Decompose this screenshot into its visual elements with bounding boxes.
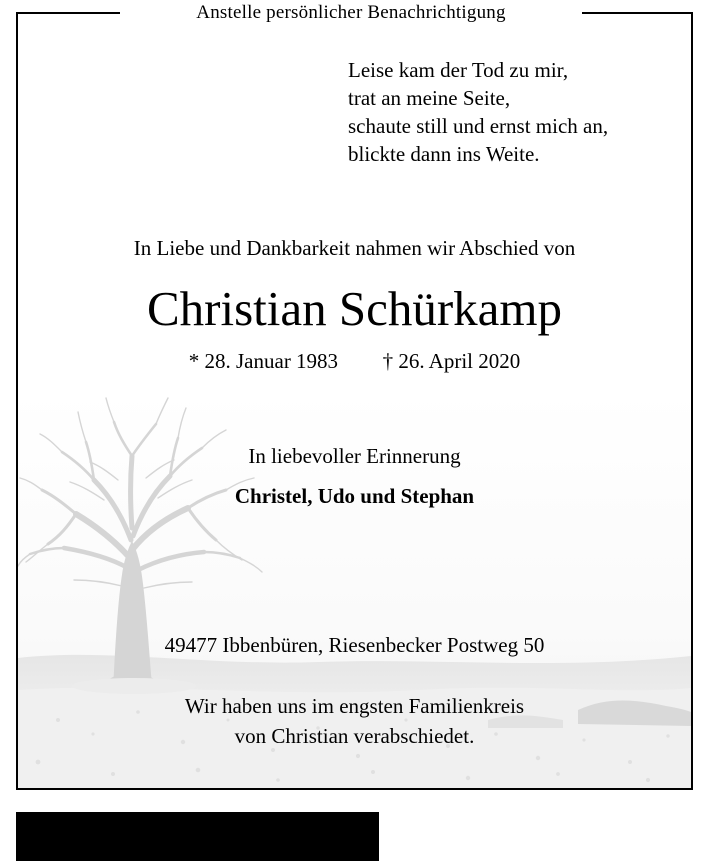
closing-text [18,691,691,751]
poem-line: schaute still und ernst mich an, [348,114,609,138]
birth-date: * 28. Januar 1983 [188,349,339,373]
poem-line: Leise kam der Tod zu mir, [348,58,569,82]
poem [348,56,698,168]
address-line: 49477 Ibbenbüren, Riesenbecker Postweg 50 [164,633,545,657]
notice-content [18,14,691,788]
poem-line: blickte dann ins Weite. [348,142,540,166]
header-band [120,0,582,26]
life-dates [18,349,691,374]
closing-line: von Christian verabschiedet. [234,724,475,748]
bottom-black-bar [16,812,379,861]
poem-line: trat an meine Seite, [348,86,511,110]
death-date: † 26. April 2020 [382,349,521,373]
notice-header: Anstelle persönlicher Benachrichtigung [196,2,506,23]
deceased-name: Christian Schürkamp [146,281,563,336]
intro-text: In Liebe und Dankbarkeit nahmen wir Abschied von [133,236,576,260]
closing-line: Wir haben uns im engsten Familienkreis [184,694,525,718]
family-names: Christel, Udo und Stephan [234,484,475,508]
bottom-white-area [379,812,693,861]
memory-line: In liebevoller Erinnerung [248,444,461,468]
